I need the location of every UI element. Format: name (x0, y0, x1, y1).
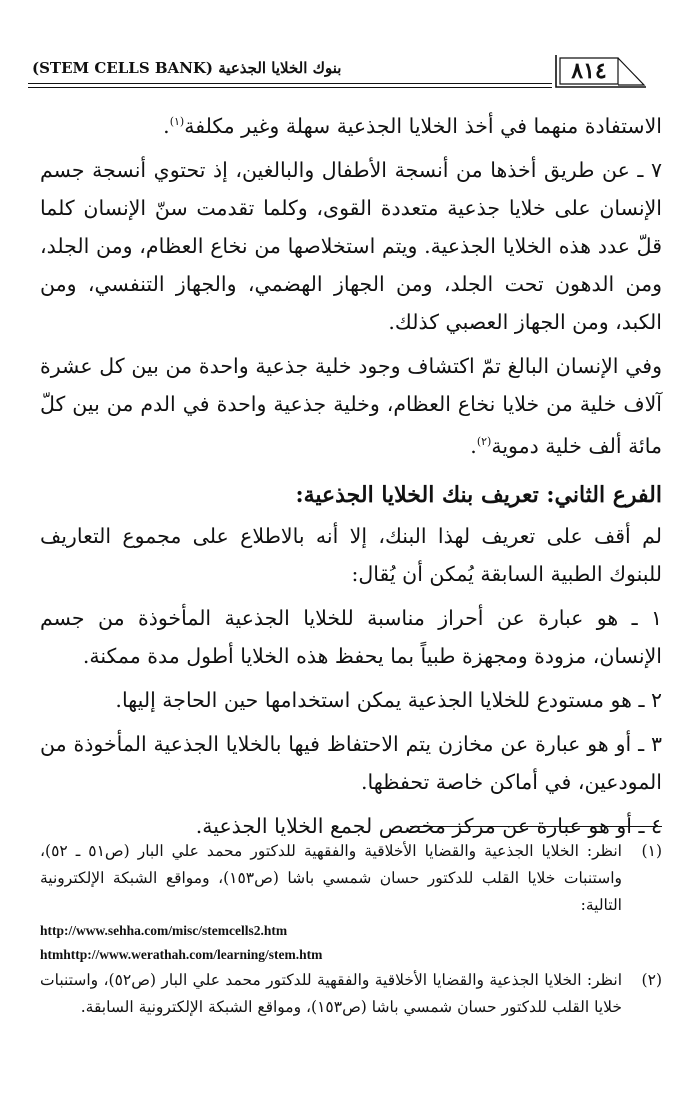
footnote-separator (410, 826, 662, 827)
section-heading: الفرع الثاني: تعريف بنك الخلايا الجذعية: (295, 481, 662, 508)
paragraph-tail: . (163, 113, 170, 138)
footnote-ref[interactable]: (١) (169, 115, 185, 128)
footnote-text: انظر: الخلايا الجذعية والقضايا الأخلاقية والفقهية للدكتور محمد علي البار (ص٥٢)، واستنبات خلايا القلب للدكتور حسان شمسي باشا (ص١٥٣)، ومواقع الشبكة الإلكترونية السابقة. (40, 971, 622, 1016)
header-rule-thin (28, 87, 552, 88)
page-number: ٨١٤ (571, 58, 607, 84)
paragraph-text: الاستفادة منهما في أخذ الخلايا الجذعية سهلة وغير مكلفة (184, 113, 662, 138)
list-item: ١ ـ هو عبارة عن أحراز مناسبة للخلايا الجذعية المأخوذة من جسم الإنسان، مزودة ومجهزة طبياً بما يحفظ هذه الخلايا أطول مدة ممكنة. (40, 605, 662, 668)
paragraph-tail: . (470, 433, 477, 458)
running-title: (STEM CELLS BANK) بنوك الخلايا الجذعية (32, 59, 342, 77)
paragraph (40, 103, 662, 145)
page-number-box (554, 52, 646, 88)
header-rule (28, 83, 552, 84)
footnote-link[interactable]: htmhttp://www.werathah.com/learning/stem.htm (40, 947, 323, 962)
footnote-number: (٢) (641, 971, 662, 989)
footnotes (40, 838, 662, 1021)
paragraph: لم أقف على تعريف لهذا البنك، إلا أنه بالاطلاع على مجموع التعاريف للبنوك الطبية السابقة يُمكن أن يُقال: (40, 523, 662, 586)
footnote-ref[interactable]: (٢) (476, 434, 492, 448)
list-item: ٢ ـ هو مستودع للخلايا الجذعية يمكن استخدامها حين الحاجة إليها. (115, 687, 662, 712)
footnote-text: انظر: الخلايا الجذعية والقضايا الأخلاقية والفقهية للدكتور محمد علي البار (ص٥١ ـ ٥٢)، واستنبات خلايا القلب للدكتور حسان شمسي باشا (ص١٥٣)، ومواقع الشبكة الإلكترونية التالية: (40, 842, 622, 914)
paragraph (40, 151, 662, 341)
paragraph-text: وفي الإنسان البالغ تمّ اكتشاف وجود خلية جذعية واحدة من بين كل عشرة آلاف خلية من خلايا نخاع العظام، وخلية جذعية واحدة في الدم من بين كلّ مائة ألف خلية دموية (40, 353, 662, 458)
paragraph-text: ٧ ـ عن طريق أخذها من أنسجة الأطفال والبالغين، إذ تحتوي أنسجة جسم الإنسان على خلايا جذعية متعددة القوى، وكلما تقدمت سنّ الإنسان كلما قلّ عدد هذه الخلايا الجذعية. ويتم استخلاصها من نخاع العظام، ومن الجلد، ومن الدهون تحت الجلد، ومن الجهاز الهضمي، والجهاز التنفسي، ومن الكبد، ومن الجهاز العصبي كذلك. (40, 157, 662, 334)
footnote (40, 967, 662, 1021)
footnote (40, 838, 662, 919)
list-item: ٤ ـ أو هو عبارة عن مركز مخصص لجمع الخلايا الجذعية. (195, 813, 662, 838)
footnote-number: (١) (641, 842, 662, 860)
main-text (40, 103, 662, 845)
running-header (28, 52, 672, 86)
paragraph (40, 347, 662, 465)
list-item: ٣ ـ أو هو عبارة عن مخازن يتم الاحتفاظ فيها بالخلايا الجذعية المأخوذة من المودعين، في أماكن خاصة تحفظها. (40, 731, 662, 794)
footnote-link[interactable]: http://www.sehha.com/misc/stemcells2.htm (40, 923, 288, 938)
